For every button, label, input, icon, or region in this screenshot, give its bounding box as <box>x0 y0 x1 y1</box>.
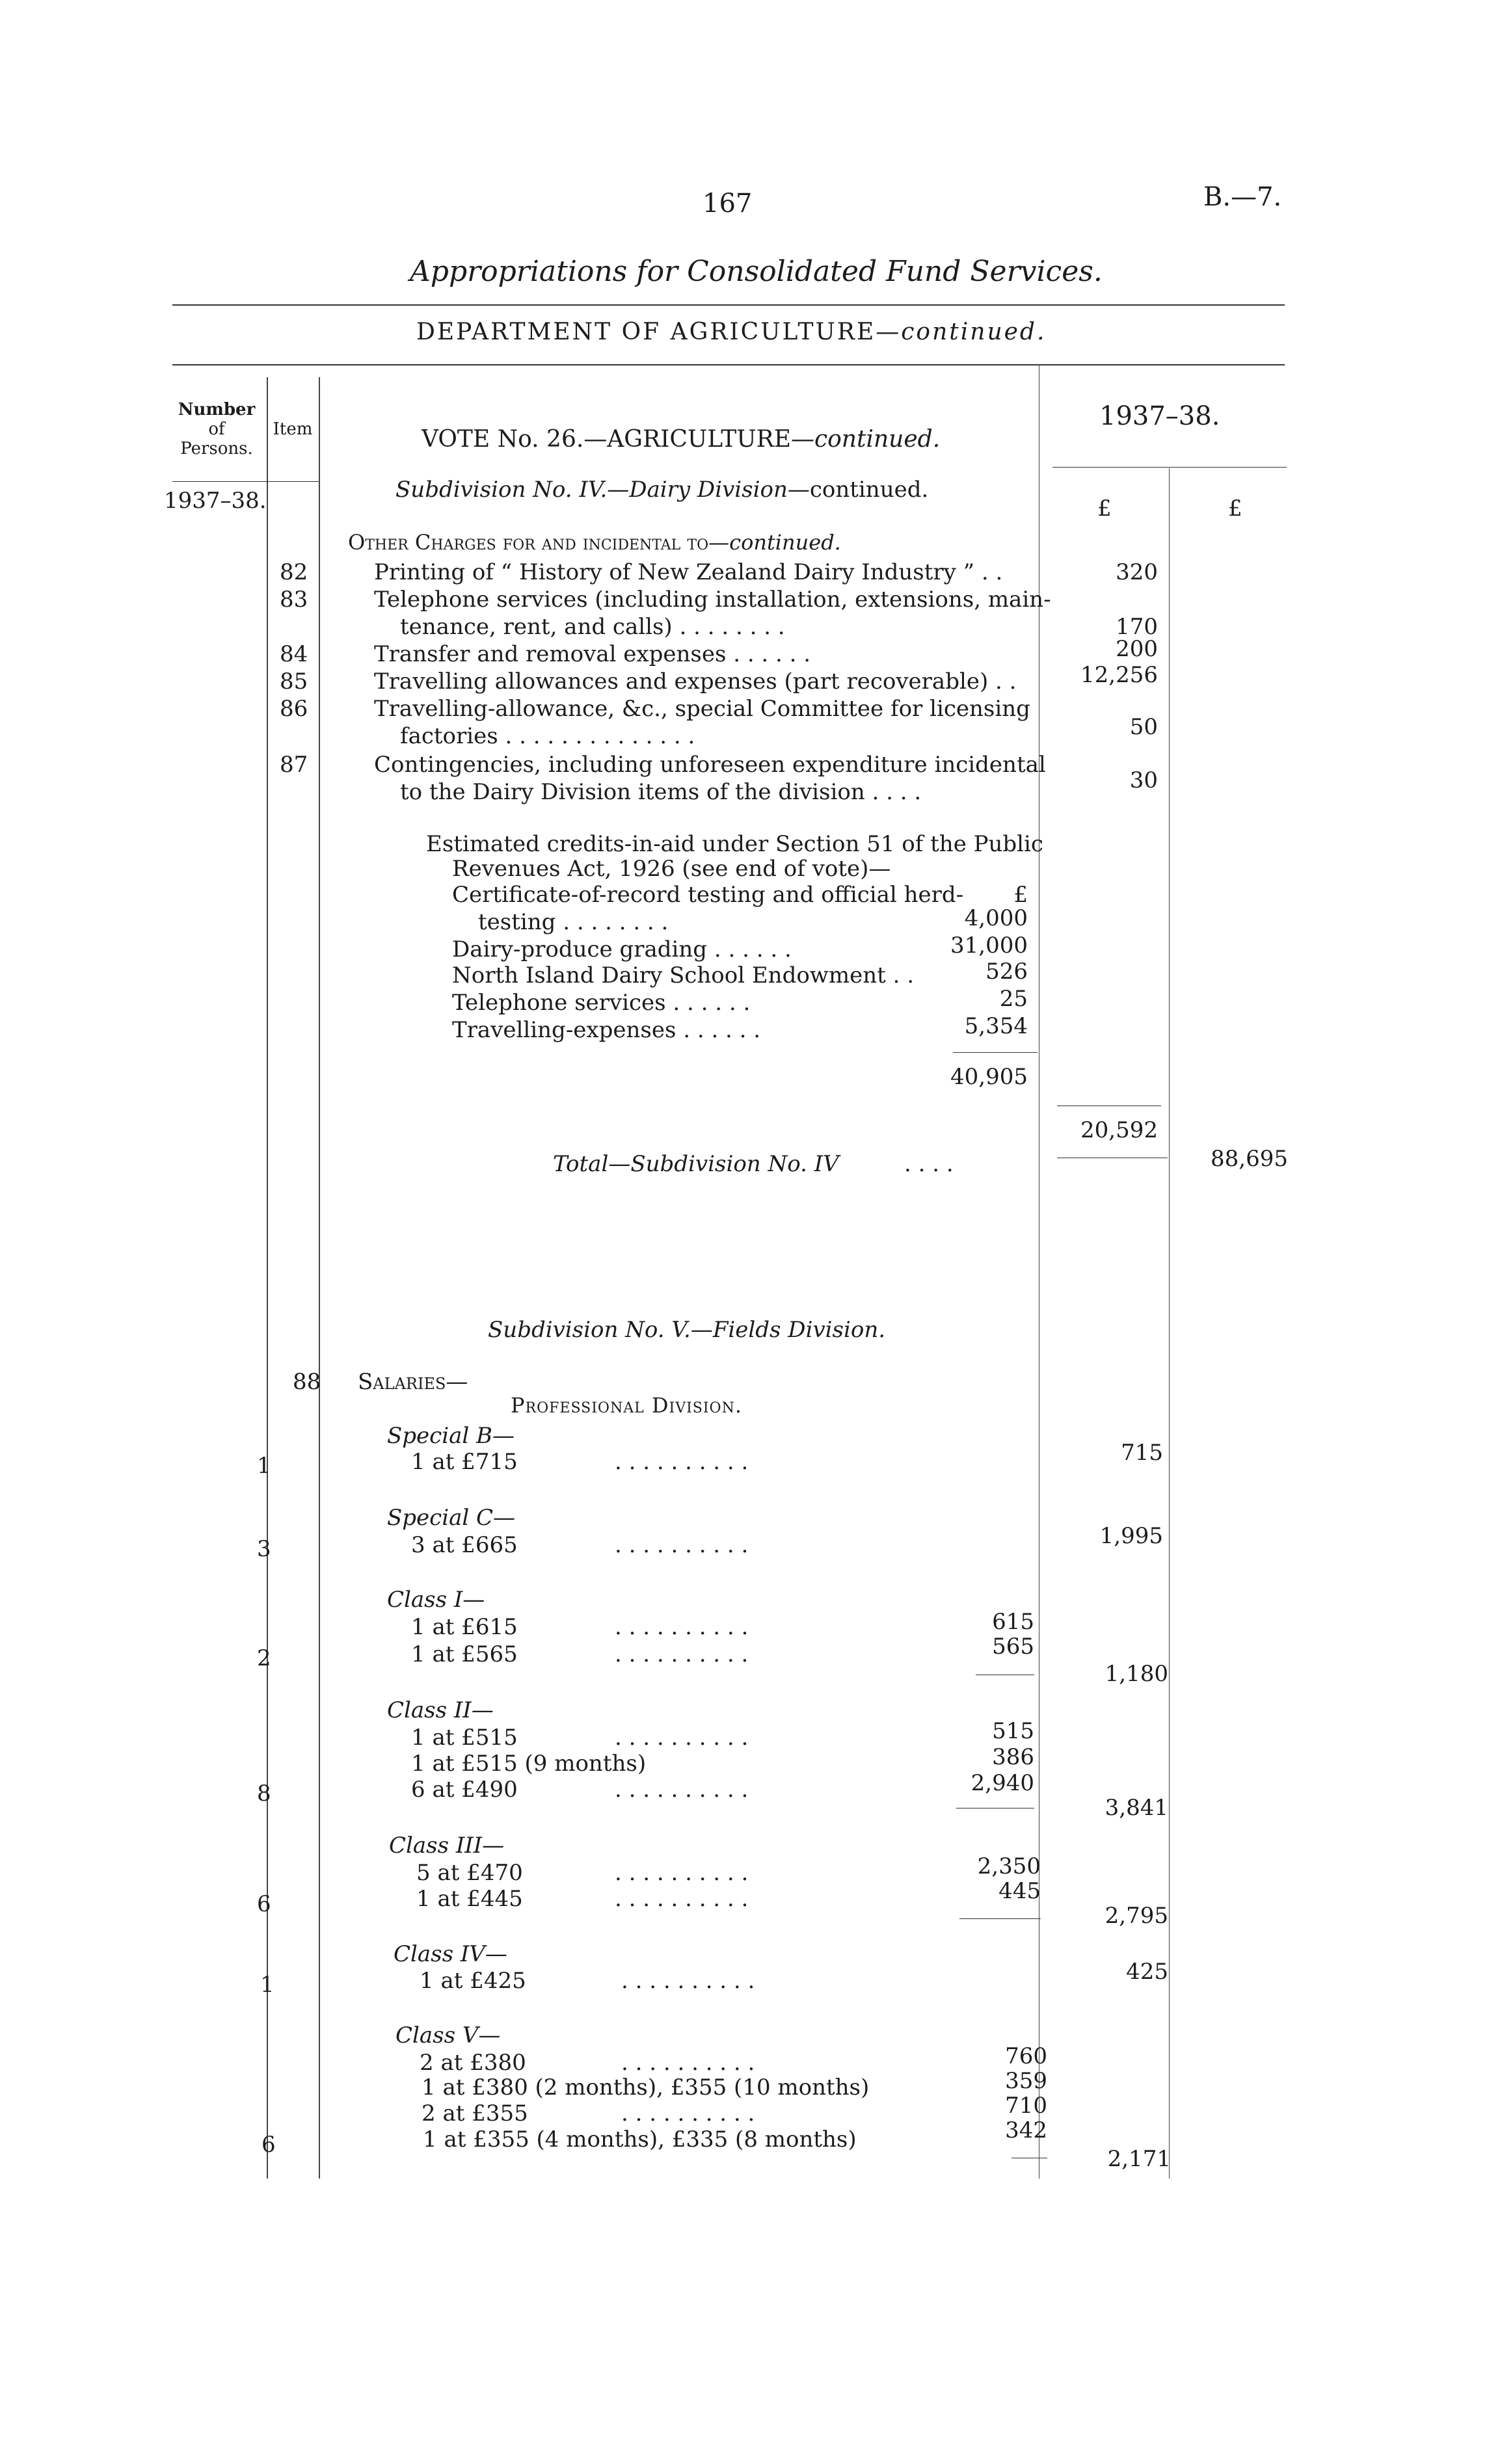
salary-amount: 2,940 <box>971 1770 1034 1796</box>
leader-dots: . . . . . . . . . . <box>615 1860 749 1886</box>
persons-count: 3 <box>257 1536 271 1562</box>
leader-dots: . . . . . . . . . . <box>615 1449 749 1475</box>
persons-count: 1 <box>257 1453 271 1479</box>
salary-line: 6 at £490 <box>411 1777 518 1803</box>
item-amount: 170 <box>1116 614 1158 640</box>
subdivision-iv-total-label: Total—Subdivision No. IV <box>553 1151 839 1177</box>
department-continued: —continued. <box>876 319 1047 345</box>
department-heading <box>416 319 1046 345</box>
group-total: 425 <box>1126 1959 1168 1985</box>
group-subtotal-rule <box>959 1918 1041 1919</box>
salary-line: 1 at £565 <box>411 1641 518 1667</box>
leader-dots: . . . . . . . . . . <box>615 1886 749 1912</box>
item-description: Travelling-allowance, &c., special Committee for licensing <box>374 696 1030 722</box>
credit-amount: 5,354 <box>964 1013 1028 1039</box>
salary-line: 1 at £515 (9 months) <box>411 1751 647 1777</box>
class-heading: Class I— <box>387 1587 485 1613</box>
persons-count: 8 <box>257 1781 271 1807</box>
other-charges-title: Other Charges for and incidental to <box>348 530 709 555</box>
salary-line: 1 at £615 <box>411 1614 518 1640</box>
salary-amount: 710 <box>1005 2093 1047 2119</box>
group-total: 2,795 <box>1105 1903 1168 1929</box>
leader-dots: . . . . . . . . . . <box>621 2100 755 2126</box>
other-charges-continued: —continued. <box>708 530 841 555</box>
other-charges-heading <box>348 530 841 555</box>
vote-continued: —continued. <box>790 426 941 453</box>
subdivision-iv-heading <box>395 477 928 503</box>
document-reference: B.—7. <box>1203 182 1282 212</box>
item-number: 85 <box>280 669 308 695</box>
leader-dots: . . . . . . . . . . <box>615 1532 749 1558</box>
other-charges-total: 20,592 <box>1080 1117 1158 1143</box>
class-heading: Special C— <box>387 1505 516 1531</box>
class-heading: Class II— <box>387 1697 494 1723</box>
item-number: 83 <box>280 587 308 613</box>
item-amount: 200 <box>1116 636 1158 662</box>
estimates-year-label: 1937–38. <box>1099 401 1220 431</box>
subdivision-iv-continued: —continued. <box>787 477 929 503</box>
department-rule <box>172 364 1285 365</box>
class-heading: Class IV— <box>394 1941 507 1967</box>
salary-amount: 445 <box>998 1878 1041 1904</box>
salary-line: 1 at £355 (4 months), £335 (8 months) <box>423 2126 857 2153</box>
item-amount: 30 <box>1129 767 1158 793</box>
salary-line: 1 at £515 <box>411 1725 518 1751</box>
salary-line: 1 at £715 <box>411 1449 518 1475</box>
item-description: Transfer and removal expenses . . . . . . <box>374 641 811 667</box>
class-heading: Class III— <box>389 1833 505 1859</box>
item-number: 86 <box>280 696 308 722</box>
item-description: Printing of “ History of New Zealand Dairy Industry ” . . <box>374 559 1003 585</box>
item-amount: 12,256 <box>1080 662 1158 688</box>
persons-count: 2 <box>257 1645 271 1671</box>
credit-amount: 25 <box>999 986 1028 1012</box>
credit-amount: 4,000 <box>964 905 1028 931</box>
salary-amount: 760 <box>1005 2043 1047 2069</box>
credits-heading-line1: Estimated credits-in-aid under Section 51 of the Public <box>426 831 1043 857</box>
group-total: 1,180 <box>1105 1661 1168 1687</box>
leader-dots: . . . . . . . . . . <box>615 1725 749 1751</box>
credit-label: Dairy-produce grading . . . . . . <box>452 936 792 962</box>
persons-year-label: 1937–38. <box>164 488 267 514</box>
leader-dots: . . . . . . . . . . <box>621 1968 755 1994</box>
year-header-rule <box>1052 467 1287 468</box>
title-rule <box>172 304 1285 306</box>
credit-label: North Island Dairy School Endowment . . <box>452 962 915 988</box>
credit-amount: 31,000 <box>950 933 1028 959</box>
pound-symbol-total: £ <box>1228 496 1242 522</box>
salary-line: 1 at £445 <box>416 1886 523 1912</box>
salary-amount: 359 <box>1005 2068 1047 2094</box>
item-description: Contingencies, including unforeseen expenditure incidental <box>374 752 1046 778</box>
credits-pound-symbol: £ <box>1013 882 1028 908</box>
item-description-cont: tenance, rent, and calls) . . . . . . . . <box>400 614 785 640</box>
leader-dots: . . . . . . . . . . <box>615 1777 749 1803</box>
page-number: 167 <box>703 189 753 219</box>
salary-amount: 565 <box>992 1634 1034 1660</box>
page-title: Appropriations for Consolidated Fund Services. <box>410 255 1103 288</box>
subdivision-iv-grand-total: 88,695 <box>1211 1146 1288 1172</box>
salary-line: 2 at £380 <box>420 2050 526 2076</box>
credit-amount: 526 <box>985 959 1028 985</box>
salary-line: 1 at £380 (2 months), £355 (10 months) <box>422 2074 870 2100</box>
salary-line: 3 at £665 <box>411 1532 518 1558</box>
salary-amount: 615 <box>992 1609 1034 1635</box>
credit-label: Travelling-expenses . . . . . . <box>452 1017 761 1043</box>
salary-line: 2 at £355 <box>422 2100 528 2126</box>
group-total: 3,841 <box>1105 1795 1168 1821</box>
number-label-line1: Number <box>178 400 256 419</box>
subdivision-iv-total-dots: . . . . <box>904 1151 954 1177</box>
persons-count: 6 <box>257 1891 271 1917</box>
leader-dots: . . . . . . . . . . <box>615 1641 749 1667</box>
credit-label-cont: testing . . . . . . . . <box>478 909 669 935</box>
salary-amount: 342 <box>1005 2117 1047 2143</box>
professional-division-heading: Professional Division. <box>511 1393 743 1418</box>
item-number: 87 <box>280 752 308 778</box>
subdivision-iv-title: Subdivision No. IV.—Dairy Division <box>395 477 788 503</box>
persons-count: 1 <box>260 1972 275 1998</box>
group-total: 2,171 <box>1107 2146 1171 2172</box>
leader-dots: . . . . . . . . . . <box>615 1614 749 1640</box>
leader-dots: . . . . . . . . . . <box>621 2050 755 2076</box>
department-name: DEPARTMENT OF AGRICULTURE <box>416 319 876 345</box>
item-description-cont: factories . . . . . . . . . . . . . . <box>400 723 695 749</box>
persons-count: 6 <box>261 2132 276 2158</box>
left-header-rule <box>172 481 319 482</box>
item-description: Travelling allowances and expenses (part recoverable) . . <box>374 669 1017 695</box>
credits-heading-line2: Revenues Act, 1926 (see end of vote)— <box>452 856 891 882</box>
credit-label: Certificate-of-record testing and official herd- <box>452 882 964 908</box>
item-description: Telephone services (including installation, extensions, main- <box>374 587 1051 613</box>
salary-amount: 2,350 <box>977 1853 1041 1879</box>
number-label-line2: of <box>208 419 225 439</box>
col-rule-item <box>319 377 320 2179</box>
credit-label: Telephone services . . . . . . <box>452 990 751 1016</box>
class-heading: Class V— <box>395 2022 501 2048</box>
salaries-heading: Salaries— <box>358 1369 468 1395</box>
class-heading: Special B— <box>387 1423 515 1449</box>
salary-amount: 386 <box>992 1744 1034 1770</box>
number-label-line3: Persons. <box>180 439 253 458</box>
item-amount: 50 <box>1129 714 1158 740</box>
pound-symbol-detail: £ <box>1097 496 1112 522</box>
group-total: 715 <box>1121 1440 1163 1466</box>
item-label: Item <box>273 419 313 439</box>
item-number: 88 <box>293 1369 321 1395</box>
item-amount: 320 <box>1116 559 1158 585</box>
salary-line: 1 at £425 <box>420 1968 526 1994</box>
vote-title: VOTE No. 26.—AGRICULTURE <box>422 426 791 453</box>
group-total: 1,995 <box>1099 1523 1163 1549</box>
credits-total-rule <box>953 1052 1038 1053</box>
item-number: 84 <box>280 641 308 667</box>
item-description-cont: to the Dairy Division items of the division . . . . <box>400 779 922 805</box>
salary-line: 5 at £470 <box>416 1860 523 1886</box>
col-rule-amount <box>1169 468 1170 2179</box>
salary-amount: 515 <box>992 1718 1034 1744</box>
credits-total: 40,905 <box>950 1064 1028 1090</box>
subdivision-v-title: Subdivision No. V.—Fields Division. <box>488 1317 886 1343</box>
item-number: 82 <box>280 559 308 585</box>
vote-heading <box>422 426 940 453</box>
